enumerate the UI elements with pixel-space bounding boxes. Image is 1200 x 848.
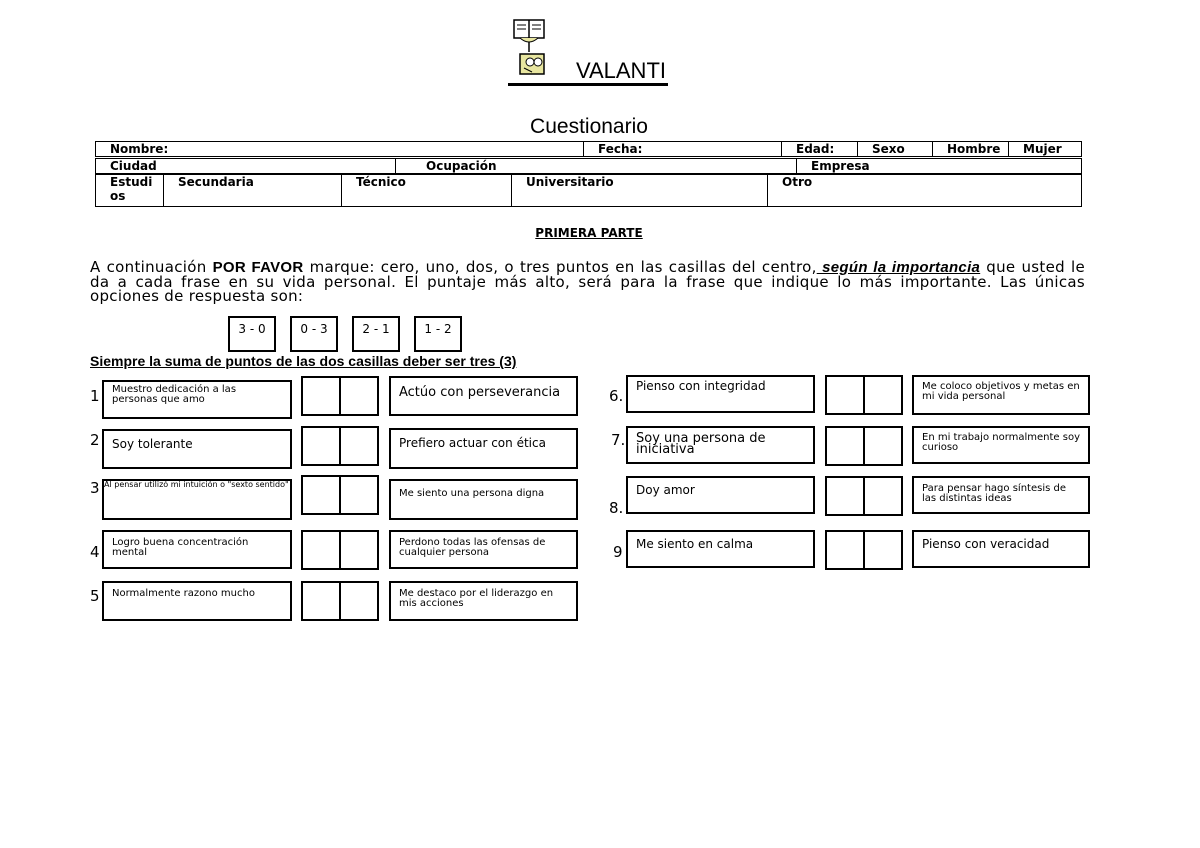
company-field[interactable]: Empresa xyxy=(797,159,1082,174)
date-field[interactable]: Fecha: xyxy=(584,142,782,157)
score-box-b[interactable] xyxy=(339,428,377,464)
university-option[interactable]: Universitario xyxy=(512,175,768,207)
other-option[interactable]: Otro xyxy=(768,175,1082,207)
item-number: 4 xyxy=(90,543,100,561)
score-box-a[interactable] xyxy=(303,428,339,464)
phrase-b: Me destaco por el liderazgo en mis acciones xyxy=(389,581,578,621)
item-number: 3 xyxy=(90,479,100,497)
phrase-b: Prefiero actuar con ética xyxy=(389,428,578,469)
option-box: 0 - 3 xyxy=(290,316,338,352)
phrase-a: Normalmente razono mucho xyxy=(102,581,292,621)
score-boxes xyxy=(825,530,903,570)
item-number: 6. xyxy=(609,387,624,405)
phrase-a: Al pensar utilizó mi intuición o "sexto sentido" xyxy=(102,479,292,520)
score-boxes xyxy=(301,530,379,570)
age-field[interactable]: Edad: xyxy=(782,142,858,157)
female-option[interactable]: Mujer xyxy=(1009,142,1082,157)
instructions xyxy=(90,260,1085,303)
score-box-b[interactable] xyxy=(863,377,901,413)
phrase-b: Pienso con veracidad xyxy=(912,530,1090,568)
studies-table xyxy=(95,174,1082,207)
item-number: 7. xyxy=(611,431,626,449)
score-box-b[interactable] xyxy=(339,532,377,568)
intro-importance: según la importancia xyxy=(816,259,981,276)
personal-info-table xyxy=(95,141,1082,157)
score-box-b[interactable] xyxy=(339,477,377,513)
phrase-a: Soy una persona de iniciativa xyxy=(626,426,815,464)
male-option[interactable]: Hombre xyxy=(933,142,1009,157)
score-boxes xyxy=(301,426,379,466)
table-row xyxy=(96,175,1082,207)
score-box-a[interactable] xyxy=(827,532,863,568)
phrase-a: Doy amor xyxy=(626,476,815,514)
intro-emphasis: POR FAVOR xyxy=(212,259,304,276)
phrase-a: Muestro dedicación a las personas que amo xyxy=(102,380,292,419)
secondary-option[interactable]: Secundaria xyxy=(164,175,342,207)
item-number: 9 xyxy=(613,543,623,561)
phrase-a: Soy tolerante xyxy=(102,429,292,469)
phrase-b: Me coloco objetivos y metas en mi vida personal xyxy=(912,375,1090,415)
score-boxes xyxy=(301,475,379,515)
score-box-a[interactable] xyxy=(827,377,863,413)
option-box: 3 - 0 xyxy=(228,316,276,352)
score-box-a[interactable] xyxy=(303,477,339,513)
phrase-b: Perdono todas las ofensas de cualquier persona xyxy=(389,530,578,569)
studies-label: Estudi os xyxy=(96,175,164,207)
score-box-b[interactable] xyxy=(339,583,377,619)
phrase-b: Para pensar hago síntesis de las distintas ideas xyxy=(912,476,1090,514)
intro-text: que usted le da a cada frase en su vida personal. El puntaje más alto, será para la frase que indique lo más importante. Las únicas opciones de respuesta son: xyxy=(90,258,1085,305)
score-box-a[interactable] xyxy=(827,428,863,464)
intro-text: A continuación xyxy=(90,258,213,276)
sex-label: Sexo xyxy=(858,142,933,157)
score-boxes xyxy=(301,581,379,621)
option-box: 2 - 1 xyxy=(352,316,400,352)
brand-name: VALANTI xyxy=(508,58,668,86)
item-number: 8. xyxy=(609,499,624,517)
intro-text: marque: cero, uno, dos, o tres puntos en las casillas del centro, xyxy=(303,258,817,276)
section-title: PRIMERA PARTE xyxy=(535,226,643,240)
score-box-b[interactable] xyxy=(863,428,901,464)
score-box-a[interactable] xyxy=(303,378,339,414)
item-number: 2 xyxy=(90,431,100,449)
phrase-b: Me siento una persona digna xyxy=(389,479,578,520)
city-field[interactable]: Ciudad xyxy=(96,159,396,174)
score-box-b[interactable] xyxy=(863,478,901,514)
name-field[interactable]: Nombre: xyxy=(96,142,584,157)
technical-option[interactable]: Técnico xyxy=(342,175,512,207)
score-boxes xyxy=(301,376,379,416)
occupation-field[interactable]: Ocupación xyxy=(396,159,797,174)
item-number: 1 xyxy=(90,387,100,405)
option-box: 1 - 2 xyxy=(414,316,462,352)
table-row xyxy=(96,159,1082,174)
phrase-a: Pienso con integridad xyxy=(626,375,815,413)
score-box-a[interactable] xyxy=(827,478,863,514)
page-title: Cuestionario xyxy=(530,115,648,138)
score-box-a[interactable] xyxy=(303,583,339,619)
phrase-a: Me siento en calma xyxy=(626,530,815,568)
phrase-a: Logro buena concentración mental xyxy=(102,530,292,569)
score-boxes xyxy=(825,375,903,415)
score-box-a[interactable] xyxy=(303,532,339,568)
score-boxes xyxy=(825,476,903,516)
score-box-b[interactable] xyxy=(339,378,377,414)
phrase-b: Actúo con perseverancia xyxy=(389,376,578,416)
score-boxes xyxy=(825,426,903,466)
table-row xyxy=(96,142,1082,157)
personal-info-table-row2 xyxy=(95,158,1082,174)
scoring-rule: Siempre la suma de puntos de las dos casillas deber ser tres (3) xyxy=(90,353,517,369)
phrase-b: En mi trabajo normalmente soy curioso xyxy=(912,426,1090,464)
score-box-b[interactable] xyxy=(863,532,901,568)
item-number: 5 xyxy=(90,587,100,605)
